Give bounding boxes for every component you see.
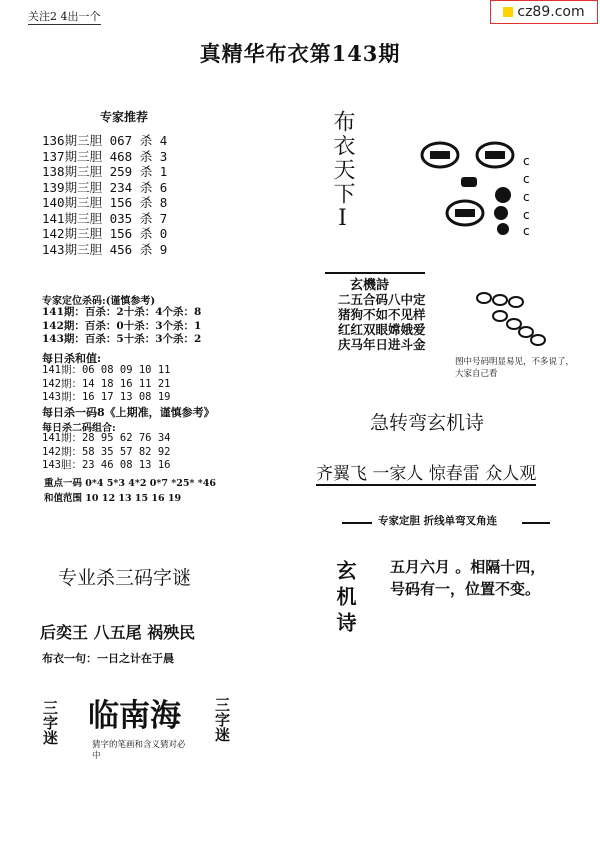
xuanji-poem bbox=[390, 556, 545, 600]
list-item: 红红双眼嫦娥爱 bbox=[338, 322, 426, 337]
expert-title: 专家推荐 bbox=[100, 110, 149, 124]
list-item: 141期：06 08 09 10 11 bbox=[42, 364, 171, 376]
list-item: 139期三胆 234 杀 6 bbox=[42, 179, 168, 195]
divider-right bbox=[522, 522, 550, 524]
svg-text:c: c bbox=[523, 190, 530, 204]
riddle-title: 专业杀三码字谜 bbox=[58, 567, 192, 589]
xuanji-title: 玄機詩 bbox=[350, 278, 390, 293]
position-kill-title: 专家定位杀码:(谨慎参考) bbox=[42, 296, 156, 307]
buyi-tianxia: 布衣天下I bbox=[330, 110, 355, 233]
side-label-left: 三字迷 bbox=[41, 700, 59, 745]
expert-dingdan: 专家定胆 折线单弯叉角连 bbox=[378, 515, 498, 527]
key-kill: 重点一码 0*4 5*3 4*2 0*7 *25* *46 bbox=[44, 478, 216, 489]
list-item: 137期三胆 468 杀 3 bbox=[42, 148, 168, 164]
list-item: 136期三胆 067 杀 4 bbox=[42, 133, 168, 148]
square-icon bbox=[503, 7, 513, 17]
list-item: 142期三胆 156 杀 0 bbox=[42, 226, 168, 241]
list-item: 猪狗不如不见样 bbox=[338, 307, 426, 322]
list-item: 二五合码八中定 bbox=[338, 292, 426, 307]
svg-text:c: c bbox=[523, 172, 530, 186]
list-item: 141期：百杀：2十杀：4个杀：8 bbox=[42, 306, 202, 318]
page-title: 真精华布衣第143期 bbox=[199, 41, 401, 66]
list-item: 庆马年日进斗金 bbox=[338, 337, 426, 352]
two-kill-title: 每日杀二码组合: bbox=[42, 423, 116, 434]
sum-kill-title: 每日杀和值: bbox=[42, 352, 102, 365]
list-item: 138期三胆 259 杀 1 bbox=[42, 164, 168, 179]
site-badge[interactable] bbox=[490, 0, 598, 24]
list-item: 142期：百杀：0十杀：3个杀：1 bbox=[42, 319, 202, 332]
header-note: 关注2 4出一个 bbox=[28, 10, 101, 23]
riddle-line: 后奕王 八五尾 祸殃民 bbox=[40, 623, 196, 642]
buyi-line: 布衣一句：一日之计在于晨 bbox=[42, 652, 174, 665]
sum-kill-list bbox=[42, 364, 170, 405]
svg-text:c: c bbox=[523, 154, 530, 168]
list-item: 142期：14 18 16 11 21 bbox=[42, 377, 171, 390]
figure-caption: 图中号码明显易见，不多说了，大家自己看 bbox=[455, 357, 575, 379]
list-item: 143胆：23 46 08 13 16 bbox=[42, 459, 171, 471]
xuanji-vertical: 玄机诗 bbox=[333, 560, 357, 638]
coins-figure bbox=[470, 288, 550, 348]
position-kill-list bbox=[42, 306, 201, 347]
svg-text:c: c bbox=[523, 208, 530, 222]
list-item: 141期：28 95 62 76 34 bbox=[42, 432, 171, 444]
list-item: 140期三胆 156 杀 8 bbox=[42, 195, 168, 210]
svg-text:c: c bbox=[523, 224, 530, 238]
list-item: 143期：16 17 13 08 19 bbox=[42, 391, 171, 403]
list-item: 号码有一，位置不变。 bbox=[390, 580, 541, 598]
sum-range: 和值范围 10 12 13 15 16 19 bbox=[44, 493, 182, 504]
list-item: 143期三胆 456 杀 9 bbox=[42, 241, 168, 257]
divider-left bbox=[342, 522, 372, 524]
talisman-figure-top bbox=[415, 135, 540, 245]
list-item: 五月六月 。相隔十四， bbox=[390, 558, 546, 576]
two-kill-list bbox=[42, 432, 170, 473]
side-label-right: 三字迷 bbox=[213, 697, 231, 742]
expert-list bbox=[42, 133, 167, 257]
one-kill: 每日杀一码8《上期准，谨慎参考》 bbox=[42, 406, 215, 419]
poem-title: 急转弯玄机诗 bbox=[370, 412, 485, 434]
site-name: cz89.com bbox=[517, 4, 585, 20]
poem-line: 齐翼飞 一家人 惊春雷 众人观 bbox=[316, 459, 536, 486]
list-item: 143期：百杀：5十杀：3个杀：2 bbox=[42, 333, 202, 345]
xuanji-list bbox=[338, 292, 426, 352]
center-riddle: 临南海 bbox=[88, 698, 181, 734]
list-item: 141期三胆 035 杀 7 bbox=[42, 210, 168, 226]
small-note: 猜字的笔画和含义猜对必中 bbox=[92, 740, 186, 761]
list-item: 142期：58 35 57 82 92 bbox=[42, 445, 171, 458]
